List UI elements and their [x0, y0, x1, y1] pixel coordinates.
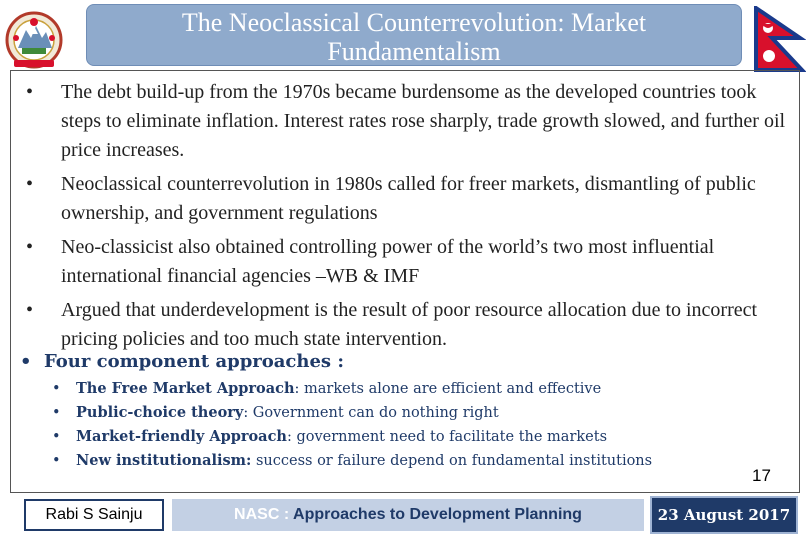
- list-item: [48, 425, 768, 449]
- bullet-dot: •: [52, 453, 61, 469]
- list-item: [48, 401, 768, 425]
- list-item: [48, 377, 768, 401]
- bullet-dot: •: [26, 299, 34, 321]
- title-line-2: Fundamentalism: [327, 37, 501, 66]
- list-item: [20, 78, 800, 165]
- approach-list: [48, 377, 768, 473]
- bullet-dot: •: [20, 351, 32, 372]
- approach-desc: : government need to facilitate the markets: [286, 429, 608, 445]
- approach-term: Market-friendly Approach: [76, 428, 287, 445]
- nepal-flag-icon: [752, 6, 806, 74]
- footer-org: [172, 499, 644, 531]
- bullet-text: Argued that underdevelopment is the result of poor resource allocation due to incorrect pricing policies and too much state intervention.: [61, 299, 758, 350]
- approach-desc: success or failure depend on fundamental institutions: [251, 453, 653, 469]
- bullet-dot: •: [26, 173, 34, 195]
- list-item: [20, 296, 800, 354]
- list-item: [20, 233, 800, 291]
- bullet-dot: •: [52, 381, 61, 397]
- approach-term: New institutionalism:: [76, 452, 252, 469]
- approach-desc: : Government can do nothing right: [243, 405, 499, 421]
- title-line-1: The Neoclassical Counterrevolution: Market: [181, 8, 647, 37]
- footer-author: Rabi S Sainju: [24, 499, 164, 531]
- four-components-heading: [20, 349, 780, 375]
- list-item: [48, 449, 768, 473]
- footer-date: 23 August 2017: [650, 496, 798, 534]
- main-bullet-list: [20, 78, 800, 359]
- bullet-dot: •: [52, 405, 61, 421]
- bullet-text: The debt build-up from the 1970s became burdensome as the developed countries took steps to eliminate inflation. Interest rates rose sharply, trade growth slowed, and further oil price increases.: [61, 81, 786, 161]
- nepal-emblem-icon: [4, 8, 64, 74]
- approach-term: Public-choice theory: [76, 404, 244, 421]
- bullet-dot: •: [52, 429, 61, 445]
- slide-title: [86, 4, 742, 66]
- list-item: [20, 170, 800, 228]
- approach-term: The Free Market Approach: [76, 380, 295, 397]
- heading-text: Four component approaches :: [44, 351, 344, 372]
- slide-number: 17: [752, 466, 771, 485]
- footer-org-title: Approaches to Development Planning: [293, 506, 582, 523]
- bullet-dot: •: [26, 81, 34, 103]
- footer-org-lead: NASC :: [234, 506, 294, 523]
- bullet-text: Neoclassical counterrevolution in 1980s called for freer markets, dismantling of public ownership, and government regulations: [61, 173, 756, 224]
- bullet-text: Neo-classicist also obtained controlling power of the world’s two most influential international financial agencies –WB & IMF: [61, 236, 715, 287]
- approach-desc: : markets alone are efficient and effective: [294, 381, 602, 397]
- bullet-dot: •: [26, 236, 34, 258]
